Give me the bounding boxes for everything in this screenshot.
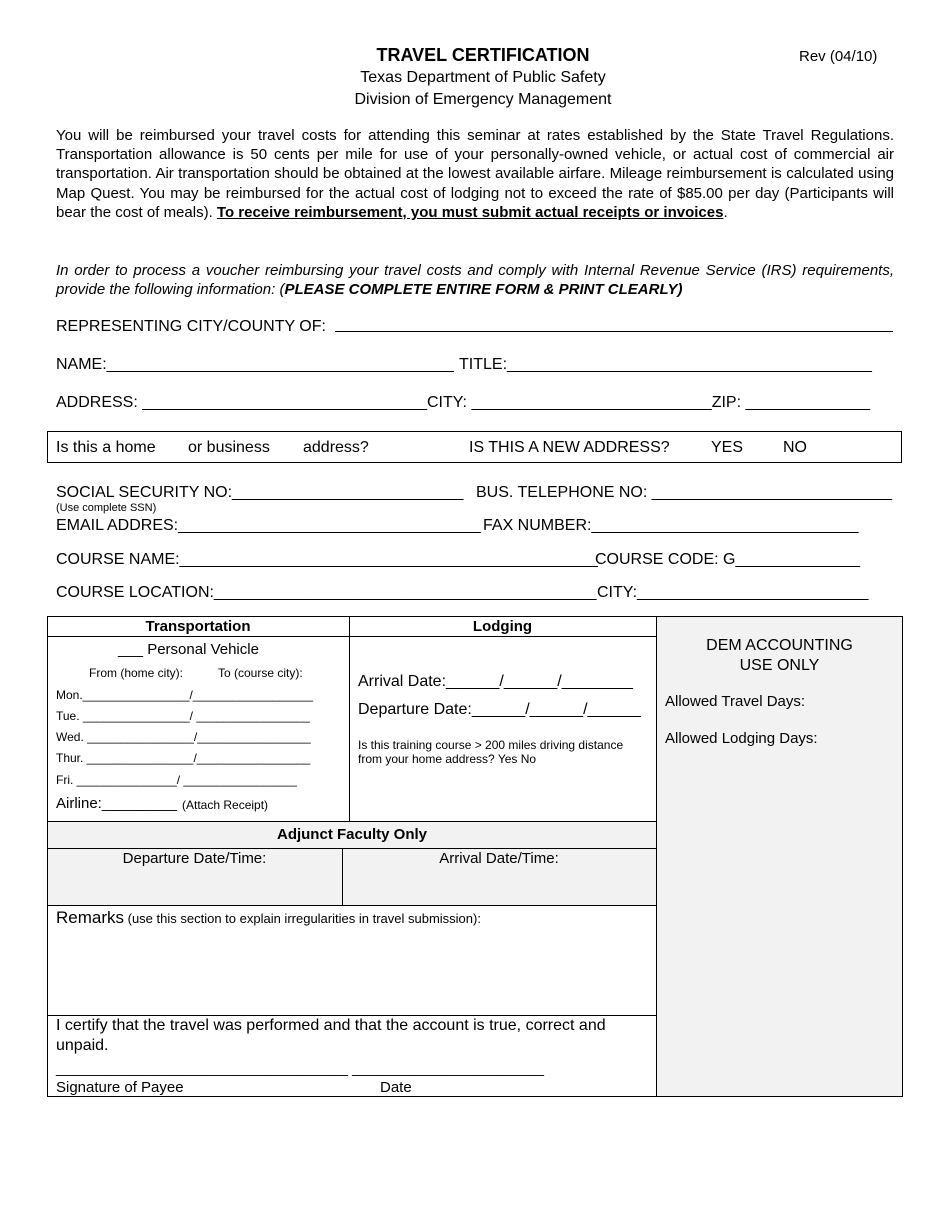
fri-trip-field[interactable]: Fri. _______________/ _________________ [56, 773, 297, 787]
division-name: Division of Emergency Management [354, 91, 612, 108]
agency-name: Texas Department of Public Safety [360, 69, 606, 86]
intro-paragraph [56, 126, 894, 222]
course-location-field[interactable]: COURSE LOCATION:___________________________________________ [56, 584, 597, 601]
distance-question-answer[interactable]: from your home address? Yes No [358, 752, 537, 766]
distance-question: Is this training course > 200 miles driving distance [358, 738, 624, 752]
representing-input[interactable] [335, 315, 893, 332]
name-field[interactable]: NAME:_______________________________________ [56, 356, 454, 373]
to-label: To (course city): [218, 666, 303, 680]
adjunct-departure-field[interactable]: Departure Date/Time: [122, 850, 267, 867]
accounting-panel [656, 616, 903, 1097]
address-question: address? [303, 439, 369, 456]
email-field[interactable]: EMAIL ADDRES:__________________________________ [56, 517, 481, 534]
allowed-lodging-days-field[interactable]: Allowed Lodging Days: [665, 730, 818, 747]
revision-label: Rev (04/10) [799, 48, 878, 65]
departure-date-field[interactable]: Departure Date:______/______/______ [358, 701, 641, 718]
title-field[interactable]: TITLE:_________________________________________ [459, 356, 872, 373]
new-address-yes[interactable]: YES [711, 439, 744, 456]
airline-note: (Attach Receipt) [182, 798, 269, 812]
accounting-heading [656, 636, 903, 676]
course-name-field[interactable]: COURSE NAME:_______________________________________________ [56, 551, 598, 568]
adjunct-header-divider [47, 848, 657, 849]
thur-trip-field[interactable]: Thur. ________________/_________________ [56, 751, 311, 765]
ssn-field[interactable]: SOCIAL SECURITY NO:__________________________ [56, 484, 464, 501]
fax-field[interactable]: FAX NUMBER:______________________________ [483, 517, 859, 534]
ssn-note: (Use complete SSN) [56, 502, 157, 514]
airline-field[interactable]: Airline:_________ [56, 795, 177, 812]
date-label: Date [380, 1079, 412, 1096]
adjunct-arrival-field[interactable]: Arrival Date/Time: [439, 850, 559, 867]
adjunct-heading: Adjunct Faculty Only [276, 826, 427, 843]
address-field[interactable]: ADDRESS: ________________________________CITY: ___________________________ZIP: ______________ [56, 394, 871, 411]
accounting-heading-line-2: USE ONLY [739, 657, 820, 674]
remarks-note: (use this section to explain irregularities in travel submission): [124, 911, 481, 926]
column-divider [349, 616, 350, 821]
course-code-field[interactable]: COURSE CODE: G______________ [595, 551, 861, 568]
remarks-divider [47, 1015, 657, 1016]
mon-trip-field[interactable]: Mon.________________/__________________ [56, 688, 313, 702]
allowed-travel-days-field[interactable]: Allowed Travel Days: [665, 693, 806, 710]
certification-line-1: I certify that the travel was performed and that the account is true, correct and [56, 1017, 606, 1034]
signature-label: Signature of Payee [56, 1079, 184, 1096]
home-option[interactable]: Is this a home [56, 439, 156, 456]
personal-vehicle-option[interactable]: ___ Personal Vehicle [118, 641, 259, 658]
intro-text: You will be reimbursed your travel costs for attending this seminar at rates established by the State Travel Regulations. Transportation allowance is 50 cents per mile for use of your personally-owned vehicle, or actual cost of commercial air transportation. Air transportation should be obtained at the lowest available airfare. Mileage reimbursement is calculated using Map Quest. You may be reimbursed for the actual cost of lodging not to exceed the rate of $85.00 per day (Participants will bear the cost of meals). [56, 127, 894, 221]
lodging-heading: Lodging [472, 618, 533, 635]
from-label: From (home city): [89, 666, 184, 680]
arrival-date-field[interactable]: Arrival Date:______/______/________ [358, 673, 633, 690]
intro-emphasis-end: . [723, 203, 728, 221]
bus-phone-field[interactable]: BUS. TELEPHONE NO: ___________________________ [476, 484, 893, 501]
header-divider [47, 636, 657, 637]
business-option[interactable]: or business [188, 439, 270, 456]
accounting-heading-line-1: DEM ACCOUNTING [706, 637, 853, 654]
representing-label: REPRESENTING CITY/COUNTY OF: [56, 318, 326, 335]
form-title: TRAVEL CERTIFICATION [376, 45, 590, 65]
tue-trip-field[interactable]: Tue. ________________/ _________________ [56, 709, 310, 723]
wed-trip-field[interactable]: Wed. ________________/_________________ [56, 730, 311, 744]
instructions-bold: PLEASE COMPLETE ENTIRE FORM & PRINT CLEARLY) [284, 281, 683, 299]
certification-line-2: unpaid. [56, 1037, 109, 1054]
remarks-label: Remarks [56, 908, 125, 927]
new-address-no[interactable]: NO [783, 439, 807, 456]
transportation-heading: Transportation [145, 618, 251, 635]
remarks-area[interactable] [56, 908, 481, 928]
instructions-text: In order to process a voucher reimbursing your travel costs and comply with Internal Revenue Service (IRS) requirements, provide the following information: ( [56, 262, 894, 299]
new-address-question: IS THIS A NEW ADDRESS? [469, 439, 670, 456]
signature-line[interactable]: ___________________________________ _______________________ [56, 1060, 545, 1077]
instructions-paragraph [56, 261, 894, 299]
course-city-field[interactable]: CITY:__________________________ [597, 584, 869, 601]
intro-emphasis: To receive reimbursement, you must submit actual receipts or invoices [216, 203, 724, 221]
